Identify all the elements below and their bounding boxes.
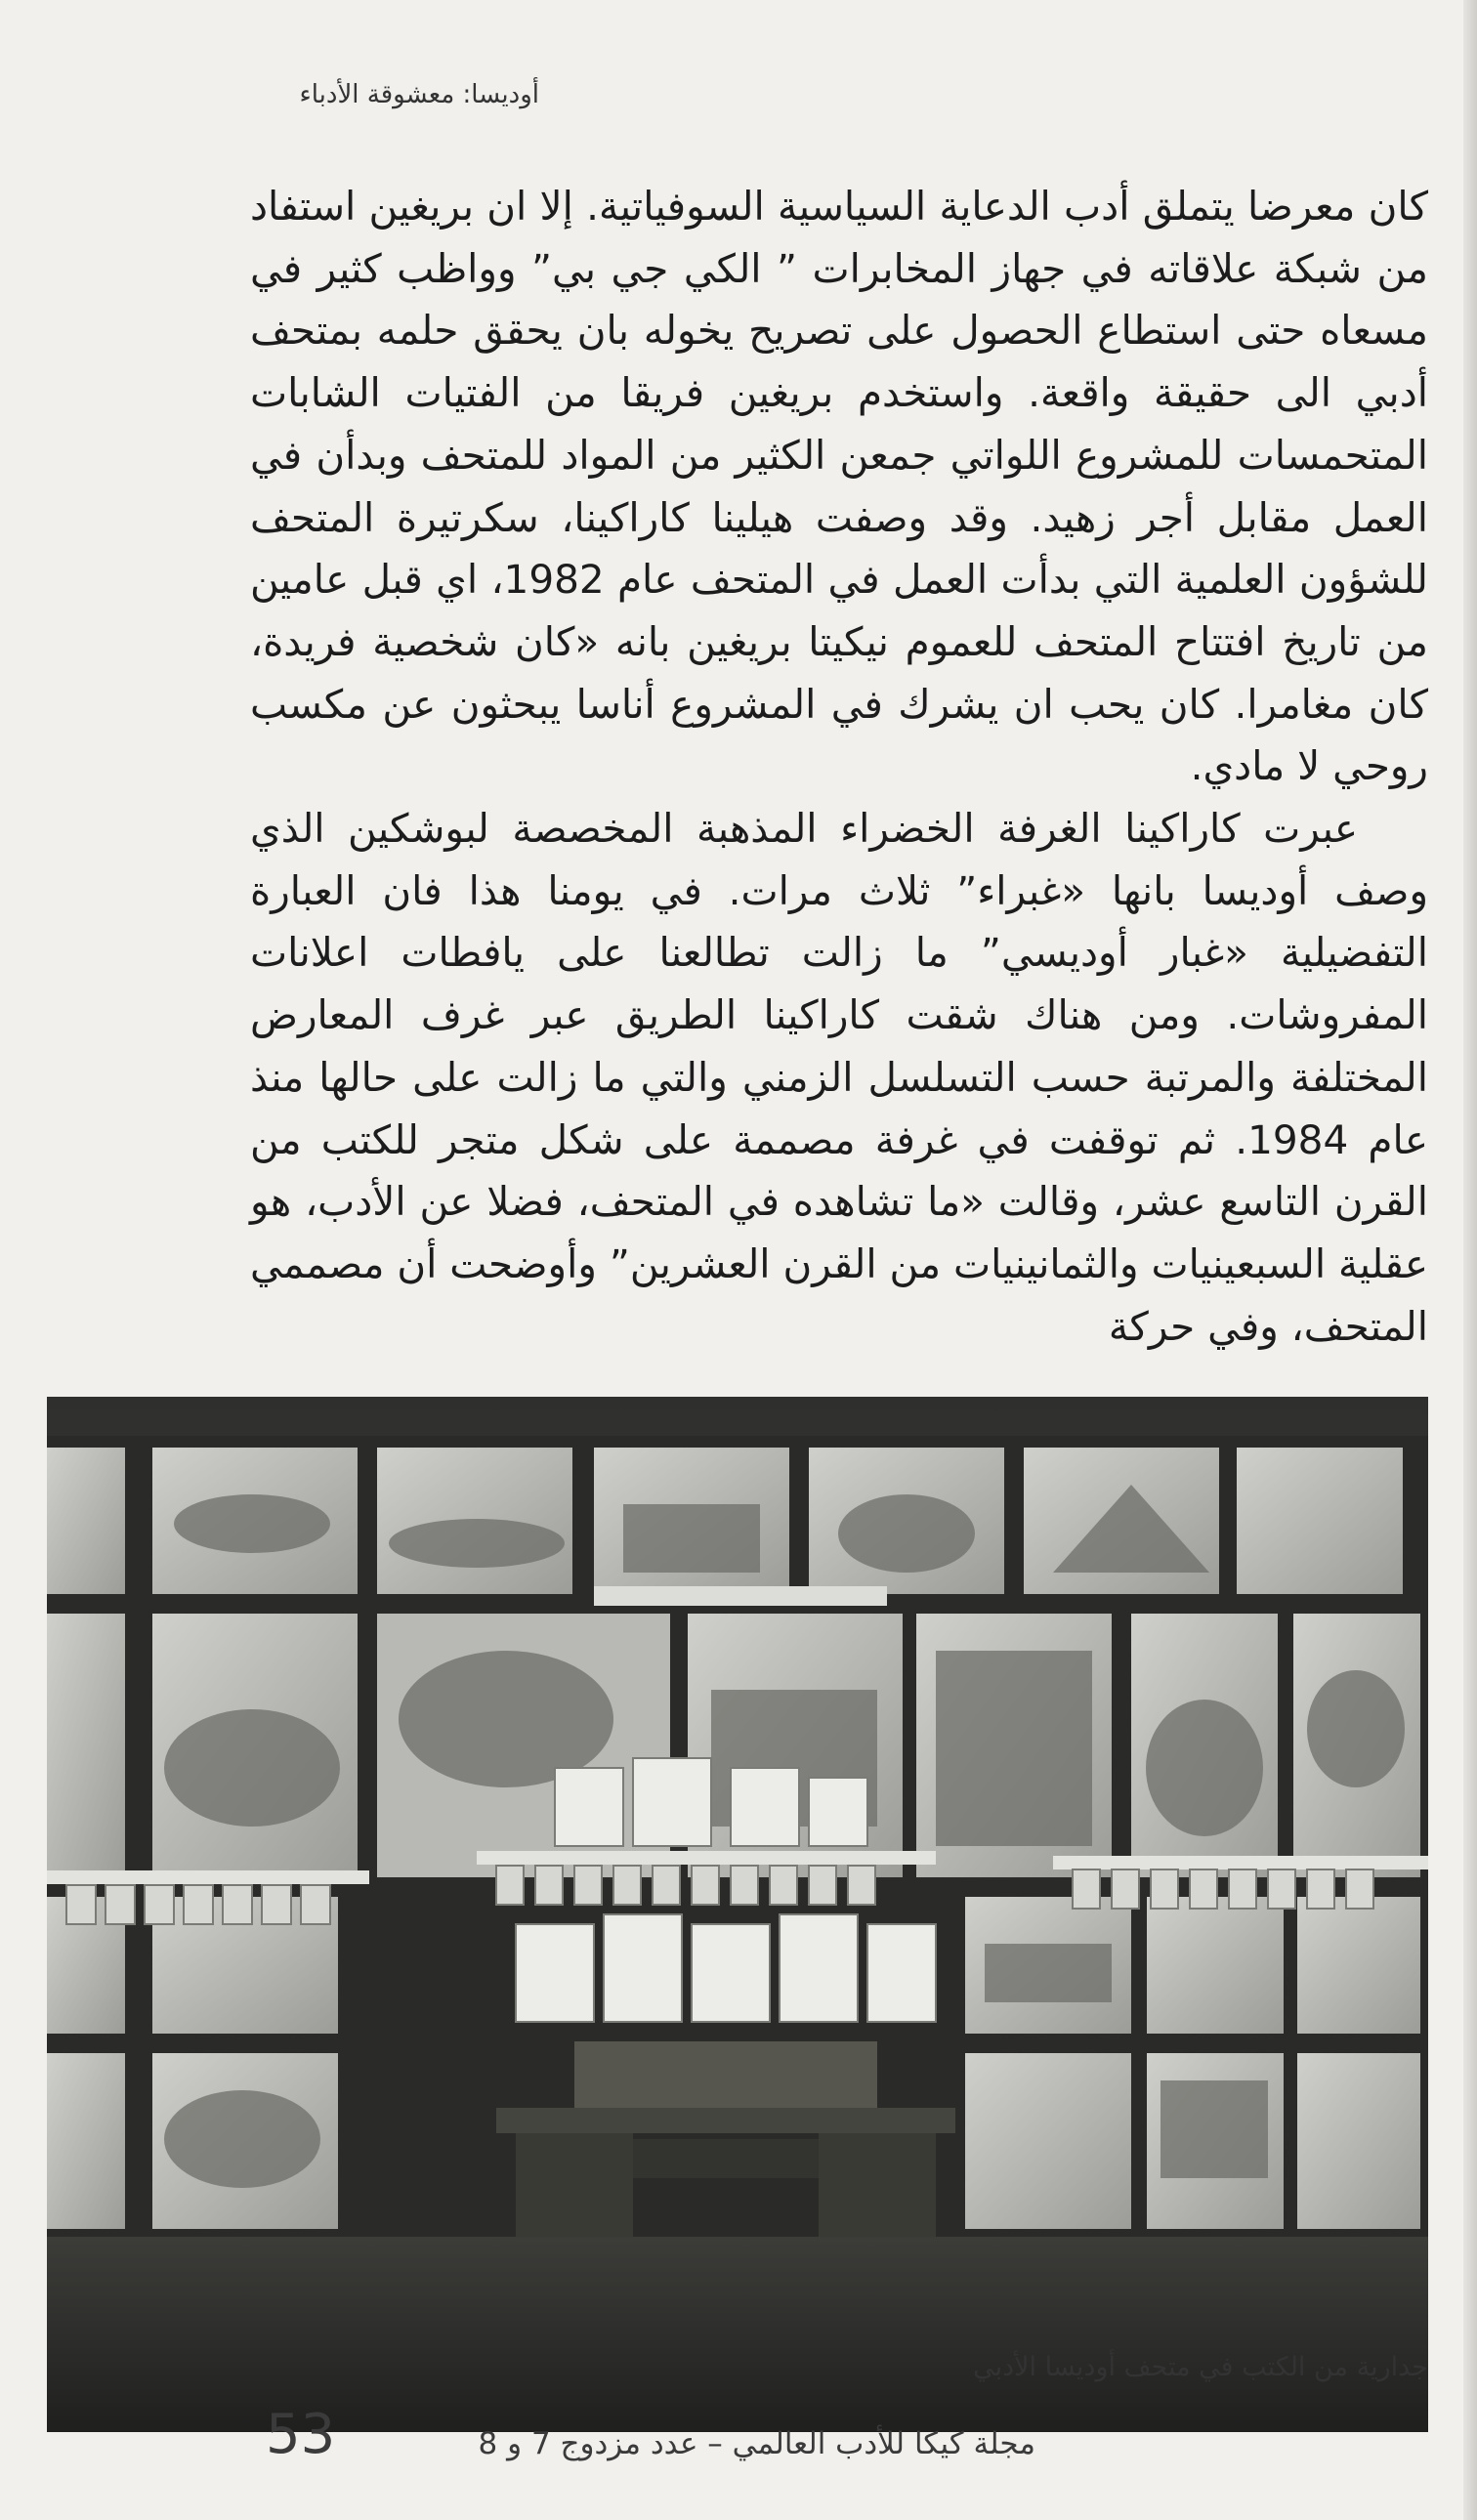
museum-photo — [47, 1397, 1428, 2432]
page-edge — [1463, 0, 1477, 2520]
photo-caption: جدارية من الكتب في متحف أوديسا الأدبي — [973, 2352, 1428, 2382]
running-header: أوديسا: معشوقة الأدباء — [299, 80, 539, 109]
footer-journal-title: مجلة كيكا للأدب العالمي – عدد مزدوج 7 و 8 — [478, 2426, 1035, 2461]
paragraph-1: كان معرضا يتملق أدب الدعاية السياسية السوفياتية. إلا ان بريغين استفاد من شبكة علاقاته في جهاز المخابرات ” الكي جي بي” وواظب كثير في مسعاه حتى استطاع الحصول على تصريح يخوله بان يحقق حلمه بمتحف أدبي الى حقيقة واقعة. واستخدم بريغين فريقا من الفتيات الشابات المتحمسات للمشروع اللواتي جمعن الكثير من المواد للمتحف وبدأن في العمل مقابل أجر زهيد. وقد وصفت هيلينا كاراكينا، سكرتيرة المتحف للشؤون العلمية التي بدأت العمل في المتحف عام 1982، اي قبل عامين من تاريخ افتتاح المتحف للعموم نيكيتا بريغين بانه «كان شخصية فريدة، كان مغامرا. كان يحب ان يشرك في المشروع أناسا يبحثون عن مكسب روحي لا مادي. — [250, 183, 1428, 790]
paragraph-2: عبرت كاراكينا الغرفة الخضراء المذهبة المخصصة لبوشكين الذي وصف أوديسا بانها «غبراء” ثلاث مرات. في يومنا هذا فان العبارة التفضيلية «غبار أوديسي” ما زالت تطالعنا على يافطات اعلانات المفروشات. ومن هناك شقت كاراكينا الطريق عبر غرف المعارض المختلفة والمرتبة حسب التسلسل الزمني والتي ما زالت على حالها منذ عام 1984. ثم توقفت في غرفة مصممة على شكل متجر للكتب من القرن التاسع عشر، وقالت «ما تشاهده في المتحف، فضلا عن الأدب، هو عقلية السبعينيات والثمانينيات من القرن العشرين” وأوضحت أن مصممي المتحف، وفي حركة — [250, 805, 1428, 1350]
page-number: 53 — [266, 2403, 336, 2466]
museum-photo-image — [47, 1397, 1428, 2432]
article-body — [250, 176, 1428, 1358]
